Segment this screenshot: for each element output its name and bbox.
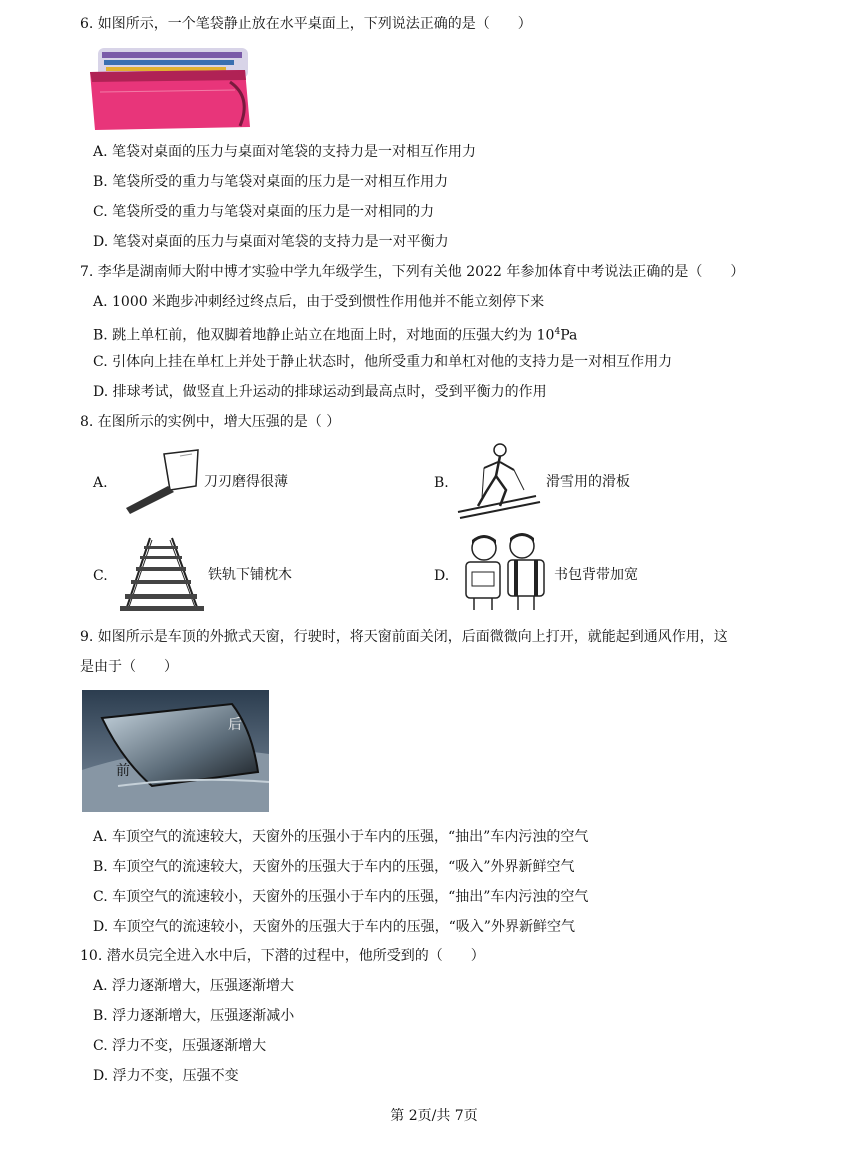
q8-b-caption: 滑雪用的滑板	[546, 474, 630, 490]
q7-option-b-text: B. 跳上单杠前，他双脚着地静止站立在地面上时，对地面的压强大约为 10	[93, 327, 555, 344]
q7-option-b-unit: Pa	[560, 327, 578, 344]
q8-c-caption: 铁轨下铺枕木	[208, 567, 292, 583]
skier-icon	[456, 440, 544, 524]
sunroof-back-label: 后	[228, 717, 242, 733]
q8-d-caption: 书包背带加宽	[554, 567, 638, 583]
q8-a-letter: A.	[93, 475, 108, 491]
sunroof-front-label: 前	[116, 763, 130, 779]
q9-stem-line1: 9. 如图所示是车顶的外掀式天窗，行驶时，将天窗前面关闭，后面微微向上打开，就能起到通风作用，这	[80, 629, 728, 645]
q7-option-c: C. 引体向上挂在单杠上并处于静止状态时，他所受重力和单杠对他的支持力是一对相互作用力	[93, 354, 673, 370]
q6-option-b: B. 笔袋所受的重力与笔袋对桌面的压力是一对相互作用力	[93, 174, 449, 190]
q9-option-d: D. 车顶空气的流速较小，天窗外的压强大于车内的压强，“吸入”外界新鲜空气	[93, 919, 575, 935]
q6-option-c: C. 笔袋所受的重力与笔袋对桌面的压力是一对相同的力	[93, 204, 435, 220]
q7-option-a: A. 1000 米跑步冲刺经过终点后，由于受到惯性作用他并不能立刻停下来	[93, 294, 545, 310]
railway-icon	[118, 536, 206, 612]
page-footer: 第 2页/共 7页	[390, 1108, 478, 1124]
q8-d-letter: D.	[434, 568, 450, 584]
knife-icon	[120, 446, 202, 516]
q10-option-d: D. 浮力不变，压强不变	[93, 1068, 239, 1084]
q8-c-letter: C.	[93, 568, 108, 584]
sunroof-graphic	[82, 690, 269, 812]
q9-option-a: A. 车顶空气的流速较大，天窗外的压强小于车内的压强，“抽出”车内污浊的空气	[93, 829, 589, 845]
q8-stem: 8. 在图所示的实例中，增大压强的是（ ）	[80, 414, 341, 430]
q8-a-caption: 刀刃磨得很薄	[204, 474, 288, 490]
q6-stem: 6. 如图所示，一个笔袋静止放在水平桌面上，下列说法正确的是（ ）	[80, 16, 532, 32]
q9-stem-line2: 是由于（ ）	[80, 659, 178, 675]
q8-b-letter: B.	[434, 475, 449, 491]
q7-stem: 7. 李华是湖南师大附中博才实验中学九年级学生，下列有关他 2022 年参加体育中考说法正确的是（ ）	[80, 264, 745, 280]
pencil-case-photo	[80, 42, 255, 132]
q10-option-a: A. 浮力逐渐增大，压强逐渐增大	[93, 978, 295, 994]
backpack-kids-icon	[460, 532, 552, 612]
q10-stem: 10. 潜水员完全进入水中后，下潜的过程中，他所受到的（ ）	[80, 948, 485, 964]
q10-option-b: B. 浮力逐渐增大，压强逐渐减小	[93, 1008, 295, 1024]
q6-option-d: D. 笔袋对桌面的压力与桌面对笔袋的支持力是一对平衡力	[93, 234, 449, 250]
sunroof-photo	[82, 690, 269, 812]
q7-option-b-exponent: 4	[554, 327, 561, 337]
q9-option-b: B. 车顶空气的流速较大，天窗外的压强大于车内的压强，“吸入”外界新鲜空气	[93, 859, 575, 875]
q7-option-b	[93, 323, 577, 345]
q7-option-d: D. 排球考试，做竖直上升运动的排球运动到最高点时，受到平衡力的作用	[93, 384, 547, 400]
q6-option-a: A. 笔袋对桌面的压力与桌面对笔袋的支持力是一对相互作用力	[93, 144, 477, 160]
q10-option-c: C. 浮力不变，压强逐渐增大	[93, 1038, 267, 1054]
q9-option-c: C. 车顶空气的流速较小，天窗外的压强小于车内的压强，“抽出”车内污浊的空气	[93, 889, 589, 905]
